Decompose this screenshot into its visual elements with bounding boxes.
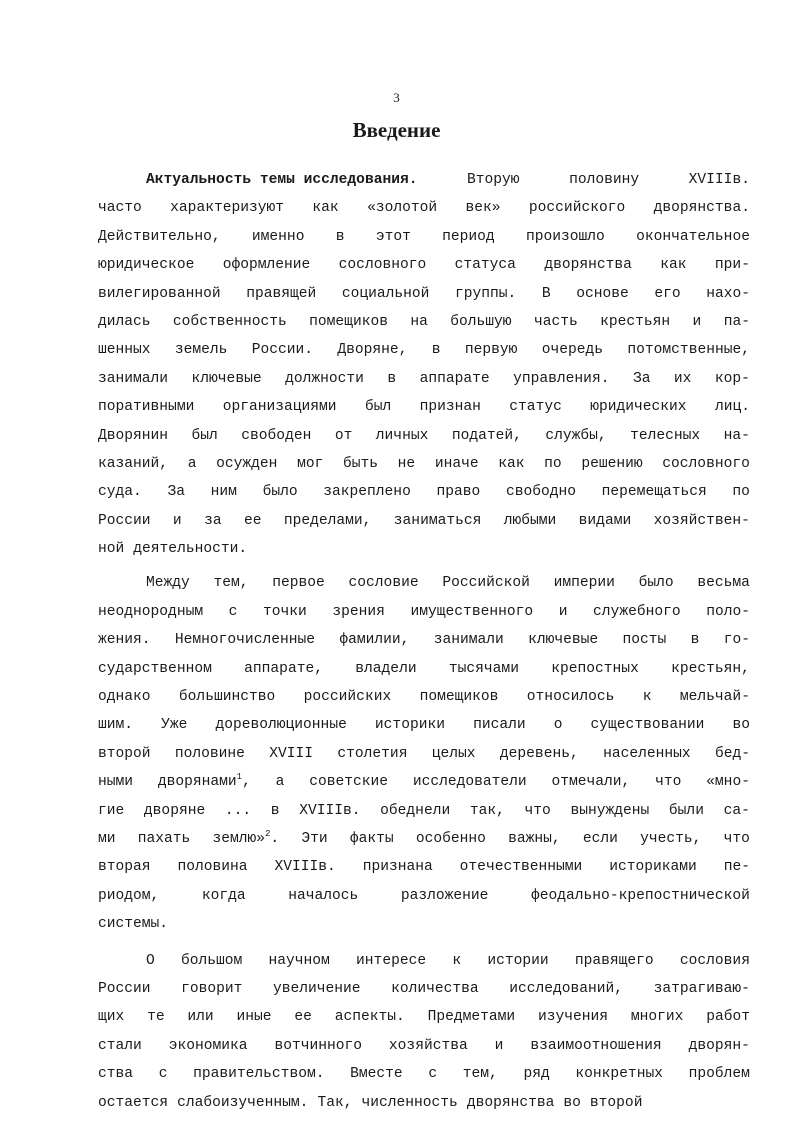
word: и [494, 1037, 504, 1054]
word: российского [528, 200, 626, 217]
word: сословного [662, 455, 750, 472]
word: большую [450, 313, 512, 330]
word: шим. [98, 717, 134, 734]
text-line [98, 280, 750, 308]
word: и [692, 313, 702, 330]
text-line [98, 535, 750, 563]
word: владели [355, 660, 417, 677]
text-line [98, 740, 750, 768]
word: по [544, 455, 562, 472]
word: империи [553, 575, 615, 592]
word: любыми [503, 512, 557, 529]
word: отечественными [459, 859, 583, 876]
word: существовании [590, 717, 705, 734]
word: вынуждены [570, 802, 650, 819]
word: во [732, 717, 750, 734]
word: Между [146, 575, 190, 592]
word: с [158, 1066, 168, 1083]
word: деятельности. [133, 541, 248, 558]
word: работ [706, 1009, 750, 1026]
body-text [98, 166, 750, 1117]
word: сословие [348, 575, 419, 592]
word: и [172, 512, 182, 529]
word: Вторую [467, 172, 520, 188]
word: на [410, 313, 428, 330]
word: кор- [714, 370, 750, 387]
word: личных [375, 427, 429, 444]
text-line [98, 975, 750, 1003]
word: В [541, 285, 551, 302]
text-line [98, 598, 750, 626]
word: дворянства [466, 1094, 555, 1111]
word: Немногочисленные [174, 632, 315, 649]
word: по [732, 484, 750, 501]
word: часть [533, 313, 578, 330]
text-line [98, 768, 750, 796]
word: должности [285, 370, 364, 387]
word: право [436, 484, 481, 501]
word: в [335, 228, 345, 245]
text-line [98, 683, 750, 711]
word: ним [210, 484, 237, 501]
word: дворянами$^1$, [157, 772, 251, 791]
text-line [98, 853, 750, 881]
word: быть [342, 455, 379, 472]
word: остается [98, 1094, 169, 1111]
word: Вместе [350, 1066, 403, 1083]
word: или [187, 1009, 214, 1026]
word: телесных [630, 427, 701, 444]
text-line [98, 569, 750, 597]
word: факты [349, 830, 394, 847]
word: потомственные, [627, 342, 750, 359]
word: конкретных [575, 1066, 663, 1083]
word: слабоизученным. [177, 1094, 309, 1111]
word: крестьян, [671, 660, 750, 677]
word: как [312, 200, 339, 217]
word: деревень, [499, 745, 579, 762]
word: пе- [723, 859, 750, 876]
word: вотчинного [274, 1037, 363, 1054]
word: иначе [434, 455, 479, 472]
word: ключевые [191, 370, 262, 387]
word: тем, [462, 1066, 498, 1083]
word: статус [509, 399, 562, 416]
word: ми [98, 830, 116, 847]
word: группы. [454, 285, 517, 302]
word: податей, [451, 427, 522, 444]
word: сословного [338, 257, 427, 274]
word: управления. [513, 370, 610, 387]
word: мельчай- [679, 689, 750, 706]
word: сударственном [98, 660, 212, 677]
word: российских [303, 689, 392, 706]
word: Дворянин [98, 427, 169, 444]
word: крепостных [551, 660, 639, 677]
word: разложение [400, 887, 489, 904]
word: ства [98, 1066, 134, 1083]
paragraph [98, 569, 750, 938]
word: правящей [246, 285, 317, 302]
word: дилась [98, 313, 151, 330]
word: тысячами [448, 660, 519, 677]
word: его [654, 285, 681, 302]
word: па- [723, 313, 750, 330]
word: XVIIIв. [299, 802, 361, 819]
word: половине [174, 745, 245, 762]
word: к [452, 952, 462, 969]
word: XVIIIв. [274, 859, 336, 876]
word: истории [487, 952, 549, 969]
page-number: 3 [393, 90, 400, 105]
word: сословия [679, 952, 750, 969]
word: особенно [415, 830, 486, 847]
word: организациями [222, 399, 337, 416]
word: занимали [98, 370, 169, 387]
word: основе [576, 285, 629, 302]
word: затрагиваю- [653, 980, 750, 997]
word: ее [243, 512, 262, 529]
word: во [563, 1094, 581, 1111]
text-line [98, 194, 750, 222]
word: са- [723, 802, 750, 819]
word: вторая [98, 859, 151, 876]
word: дворянства. [653, 200, 750, 217]
word: Дворяне, [337, 342, 408, 359]
word: ее [294, 1009, 312, 1026]
word: век» [465, 200, 501, 217]
text-line [98, 450, 750, 478]
word: За [167, 484, 185, 501]
word: численность [361, 1094, 458, 1111]
text-line [98, 882, 750, 910]
word: часто [98, 200, 142, 217]
word: при- [714, 257, 750, 274]
word: а [187, 455, 197, 472]
word: занимали [433, 632, 504, 649]
word: однако [98, 689, 151, 706]
word: о [553, 717, 563, 734]
word: увеличение [272, 980, 361, 997]
word: признана [362, 859, 433, 876]
lead-phrase: Актуальность темы исследования. [146, 172, 418, 188]
word: изучения [537, 1009, 609, 1026]
footnote-ref: 1 [236, 772, 243, 783]
word: Так, [317, 1094, 353, 1111]
word: пределами, [283, 512, 372, 529]
word: количества [391, 980, 479, 997]
word: а [275, 774, 285, 791]
text-line [98, 336, 750, 364]
word: исследователи [412, 774, 527, 791]
footnote-ref: 2 [265, 828, 271, 839]
word: было [262, 484, 298, 501]
word: лиц. [714, 399, 750, 416]
word: к [642, 689, 652, 706]
word: иные [236, 1009, 272, 1026]
word: ряд [523, 1066, 550, 1083]
word: «золотой [367, 200, 438, 217]
word: Уже [161, 717, 188, 734]
text-line [98, 626, 750, 654]
text-line [98, 825, 750, 853]
word: оформление [222, 257, 311, 274]
word: аппарате [419, 370, 490, 387]
word: пахать [137, 830, 191, 847]
word: XVIII [269, 745, 314, 762]
text-line [98, 166, 750, 194]
word: произошло [525, 228, 605, 245]
word: те [147, 1009, 165, 1026]
word: что [524, 802, 551, 819]
text-line [98, 1003, 750, 1031]
word: юридических [590, 399, 687, 416]
word: риодом, [98, 887, 160, 904]
word: поло- [706, 603, 750, 620]
word: свободно [505, 484, 576, 501]
word: нахо- [706, 285, 750, 302]
word: России [98, 512, 151, 529]
word: историками [609, 859, 697, 876]
word: юридическое [98, 257, 195, 274]
word: точки [263, 603, 307, 620]
word: видами [578, 512, 632, 529]
word: посты [622, 632, 667, 649]
word: очередь [541, 342, 604, 359]
word: Эти [301, 830, 328, 847]
word: половина [177, 859, 248, 876]
word: столетия [337, 745, 408, 762]
word: щих [98, 1009, 125, 1026]
word: О [146, 952, 155, 969]
word: как [498, 455, 525, 472]
word: был [191, 427, 218, 444]
word: был [364, 399, 392, 416]
word: в [431, 342, 441, 359]
word: мог [297, 455, 324, 472]
text-line [98, 393, 750, 421]
text-line [98, 223, 750, 251]
word: научном [268, 952, 330, 969]
word: обеднели [380, 802, 451, 819]
word: решению [581, 455, 643, 472]
word: за [204, 512, 222, 529]
word: многих [630, 1009, 684, 1026]
word: дворян- [688, 1037, 750, 1054]
word: половину [569, 172, 640, 188]
word: историки [374, 717, 445, 734]
word: весьма [697, 575, 750, 592]
word: писали [473, 717, 526, 734]
word: интересе [356, 952, 427, 969]
word: помещиков [419, 689, 499, 706]
word: проблем [688, 1066, 750, 1083]
word: советские [309, 774, 389, 791]
paragraph [98, 947, 750, 1117]
word: с [428, 1066, 438, 1083]
word: хозяйствен- [653, 512, 750, 529]
word: тем, [213, 575, 249, 592]
word: Действительно, [98, 228, 221, 245]
word: этот [375, 228, 411, 245]
word: хозяйства [388, 1037, 468, 1054]
text-line [98, 711, 750, 739]
word: служебного [593, 603, 681, 620]
word: ... [224, 802, 252, 819]
word: землю»$^2$. [212, 828, 280, 847]
word: первую [464, 342, 518, 359]
word: характеризуют [170, 200, 285, 217]
word: ными [98, 774, 134, 791]
section-title: Введение [352, 118, 441, 142]
word: правящего [574, 952, 654, 969]
word: большинство [178, 689, 276, 706]
word: За [632, 370, 651, 387]
word: закреплено [323, 484, 411, 501]
word: большом [180, 952, 243, 969]
word: «мно- [706, 774, 750, 791]
word: системы. [98, 916, 169, 933]
word: помещиков [309, 313, 388, 330]
word: перемещаться [601, 484, 707, 501]
word: второй [98, 745, 151, 762]
word: Российской [442, 575, 530, 592]
text-line [98, 1089, 750, 1117]
word: свободен [241, 427, 312, 444]
word: суда. [98, 484, 142, 501]
word: Предметами [427, 1009, 516, 1026]
word: важны, [508, 830, 561, 847]
word: шенных [98, 342, 151, 359]
word: жения. [98, 632, 151, 649]
word: правительством. [193, 1066, 325, 1083]
word: зрения [332, 603, 385, 620]
word: признан [419, 399, 481, 416]
word: го- [723, 632, 750, 649]
text-line [98, 797, 750, 825]
word: аспекты. [334, 1009, 405, 1026]
word: их [673, 370, 692, 387]
word: поративными [98, 399, 195, 416]
word: как [660, 257, 687, 274]
word: что [723, 830, 750, 847]
word: России [98, 980, 151, 997]
word: службы, [545, 427, 607, 444]
word: социальной [341, 285, 430, 302]
word: именно [251, 228, 305, 245]
word: от [334, 427, 353, 444]
word: казаний, [98, 455, 169, 472]
word: населенных [603, 745, 691, 762]
text-line [98, 1032, 750, 1060]
word: относилось [526, 689, 615, 706]
word: России. [251, 342, 314, 359]
word: период [442, 228, 495, 245]
paragraph [98, 166, 750, 563]
word: имущественного [410, 603, 534, 620]
word: ключевые [528, 632, 599, 649]
word: экономика [168, 1037, 248, 1054]
text-line [98, 422, 750, 450]
word: заниматься [393, 512, 482, 529]
text-line [98, 478, 750, 506]
word: второй [589, 1094, 643, 1111]
text-line [98, 365, 750, 393]
word: гие [98, 802, 125, 819]
word: собственность [172, 313, 287, 330]
word: в [270, 802, 280, 819]
word: с [228, 603, 238, 620]
text-line [98, 251, 750, 279]
word: в [690, 632, 700, 649]
text-line [98, 507, 750, 535]
word: не [397, 455, 416, 472]
word: так, [469, 802, 505, 819]
word: бед- [714, 745, 750, 762]
word: что [655, 774, 682, 791]
word: первое [272, 575, 325, 592]
word: целых [431, 745, 476, 762]
word: если [582, 830, 618, 847]
word: аппарате, [244, 660, 323, 677]
word: дворянства [544, 257, 632, 274]
word: стали [98, 1037, 142, 1054]
word: феодально-крепостнической [531, 887, 750, 904]
text-line [98, 1060, 750, 1088]
word: отмечали, [551, 774, 631, 791]
word: крестьян [600, 313, 671, 330]
word: дореволюционные [215, 717, 347, 734]
word: взаимоотношения [530, 1037, 662, 1054]
text-line [98, 910, 750, 938]
word: окончательное [636, 228, 750, 245]
text-line [98, 308, 750, 336]
word: вилегированной [98, 285, 221, 302]
word: учесть, [640, 830, 702, 847]
word: дворяне [143, 802, 206, 819]
word: на- [723, 427, 750, 444]
text-line [98, 947, 750, 975]
word: было [638, 575, 674, 592]
word: говорит [181, 980, 243, 997]
word: фамилии, [339, 632, 410, 649]
word: исследований, [509, 980, 624, 997]
word: началось [288, 887, 359, 904]
word: в [387, 370, 397, 387]
word: осужден [216, 455, 278, 472]
word: когда [201, 887, 246, 904]
word: были [668, 802, 704, 819]
word: земель [174, 342, 228, 359]
word: ной [98, 541, 125, 558]
word: неоднородным [98, 603, 204, 620]
word: и [558, 603, 568, 620]
word: XVIIIв. [688, 172, 750, 188]
text-line [98, 655, 750, 683]
word: статуса [454, 257, 516, 274]
